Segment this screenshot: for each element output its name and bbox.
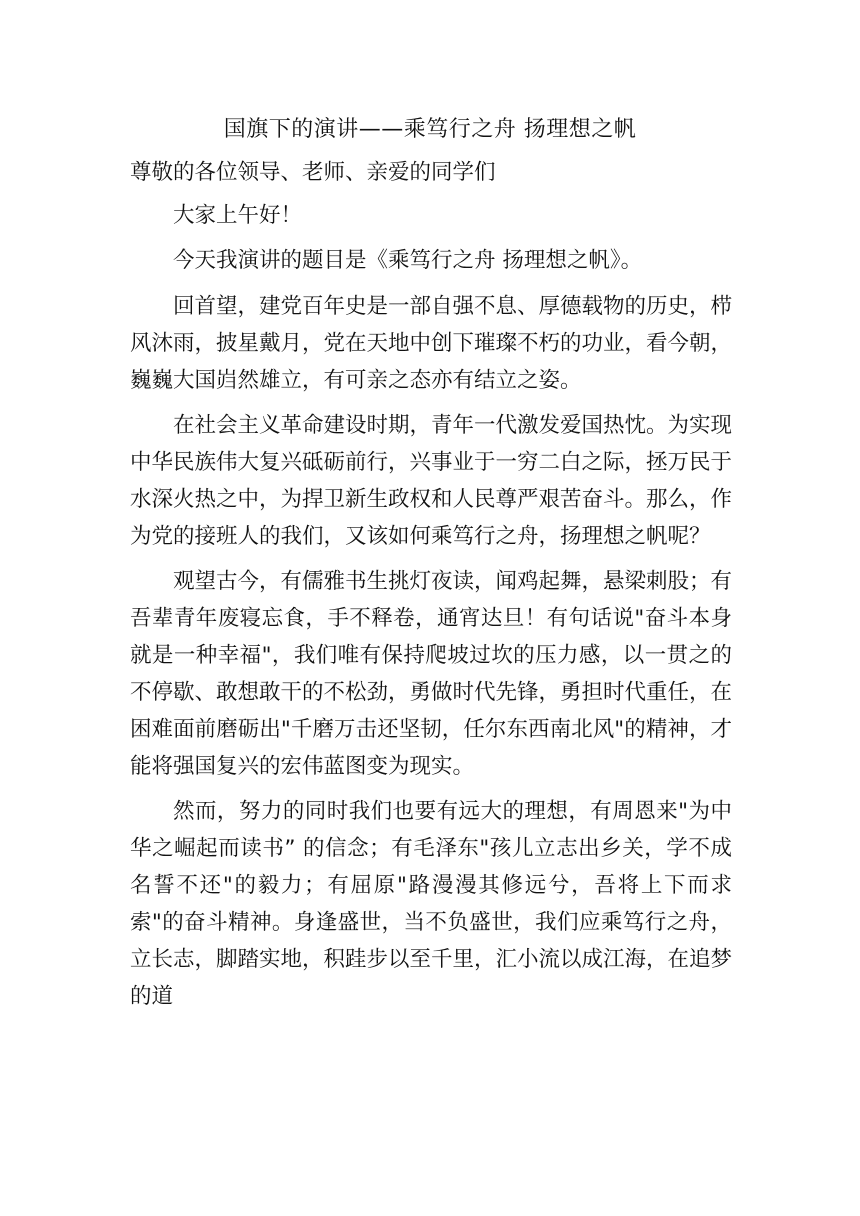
paragraph-greeting: 大家上午好！ bbox=[173, 203, 303, 228]
salutation: 尊敬的各位领导、老师、亲爱的同学们 bbox=[130, 160, 496, 185]
paragraph-ideals: 然而，努力的同时我们也要有远大的理想，有周恩来"为中华之崛起而读书” 的信念；有毛泽东"孩儿立志出乡关，学不成名誓不还"的毅力；有屈原"路漫漫其修远兮，吾将上下而求索"的奋斗精神。身逢盛世，当不负盛世，我们应乘笃行之舟，立长志，脚踏实地，积跬步以至千里，汇小流以成江海，在追梦的道 bbox=[130, 799, 733, 1009]
paragraph-history: 回首望，建党百年史是一部自强不息、厚德载物的历史，栉风沐雨，披星戴月，党在天地中创下璀璨不朽的功业，看今朝，巍巍大国岿然雄立，有可亲之态亦有结立之姿。 bbox=[130, 293, 733, 393]
paragraph-socialist-construction: 在社会主义革命建设时期，青年一代激发爱国热忱。为实现中华民族伟大复兴砥砺前行，兴事业于一穷二白之际，拯万民于水深火热之中，为捍卫新生政权和人民尊严艰苦奋斗。那么，作为党的接班人的我们，又该如何乘笃行之舟，扬理想之帆呢？ bbox=[130, 413, 733, 549]
paragraph-topic: 今天我演讲的题目是《乘笃行之舟 扬理想之帆》。 bbox=[173, 248, 643, 274]
paragraph-diligence: 观望古今，有儒雅书生挑灯夜读，闻鸡起舞，悬梁刺股；有吾辈青年废寝忘食，手不释卷，通宵达旦！有句话说"奋斗本身就是一种幸福"，我们唯有保持爬坡过坎的压力感，以一贯之的不停歇、敢想敢干的不松劲，勇做时代先锋，勇担时代重任，在困难面前磨砺出"千磨万击还坚韧，任尔东西南北风"的精神，才能将强国复兴的宏伟蓝图变为现实。 bbox=[130, 569, 733, 779]
speech-body bbox=[130, 198, 732, 1024]
page-title: 国旗下的演讲——乘笃行之舟 扬理想之帆 bbox=[223, 117, 637, 142]
